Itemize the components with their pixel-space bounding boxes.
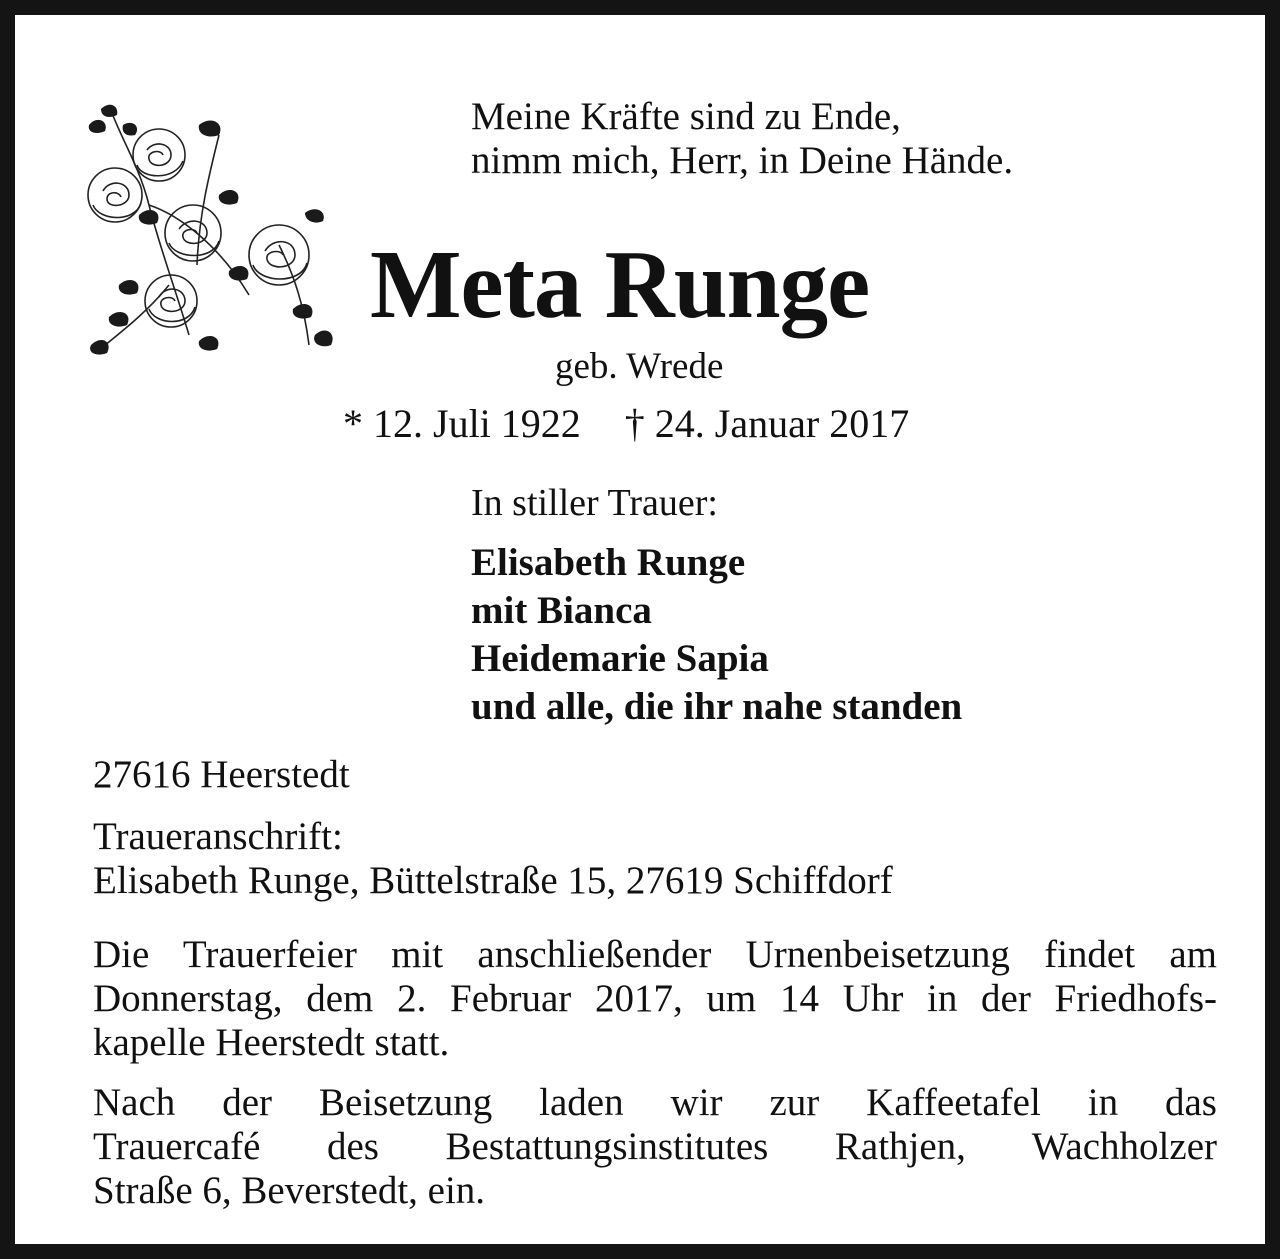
mourners-list (471, 539, 962, 731)
condolence-address (93, 815, 893, 903)
reception-line-2: Trauercafé des Bestattungsinstitutes Rathjen, Wachholzer (93, 1125, 1217, 1168)
reception-paragraph (93, 1081, 1217, 1213)
mourner-name: Heidemarie Sapia (471, 637, 769, 680)
mourner-name: Elisabeth Runge (471, 541, 746, 584)
mourner-name: mit Bianca (471, 589, 652, 632)
mourning-intro: In stiller Trauer: (471, 482, 718, 524)
birth-name: geb. Wrede (555, 346, 724, 387)
deceased-name: Meta Runge (370, 231, 870, 338)
funeral-paragraph (93, 933, 1217, 1065)
birth-date: * 12. Juli 1922 (343, 401, 581, 446)
motto-line-2: nimm mich, Herr, in Deine Hände. (471, 139, 1014, 182)
funeral-line-1: Die Trauerfeier mit anschließender Urnenbeisetzung findet am (93, 933, 1217, 976)
address-label: Traueranschrift: (93, 815, 343, 858)
motto-line-1: Meine Kräfte sind zu Ende, (471, 95, 901, 138)
funeral-line-3: kapelle Heerstedt statt. (93, 1021, 450, 1064)
roses-icon (79, 95, 341, 361)
reception-line-3: Straße 6, Beverstedt, ein. (93, 1169, 486, 1212)
address-value: Elisabeth Runge, Büttelstraße 15, 27619 Schiffdorf (93, 859, 893, 902)
mourner-name: und alle, die ihr nahe standen (471, 685, 963, 728)
death-date: † 24. Januar 2017 (624, 401, 910, 446)
residence: 27616 Heerstedt (93, 753, 350, 796)
reception-line-1: Nach der Beisetzung laden wir zur Kaffeetafel in das (93, 1081, 1217, 1124)
motto-verse (471, 95, 1013, 183)
life-dates (343, 401, 909, 447)
funeral-line-2: Donnerstag, dem 2. Februar 2017, um 14 Uhr in der Friedhofs- (93, 977, 1217, 1020)
